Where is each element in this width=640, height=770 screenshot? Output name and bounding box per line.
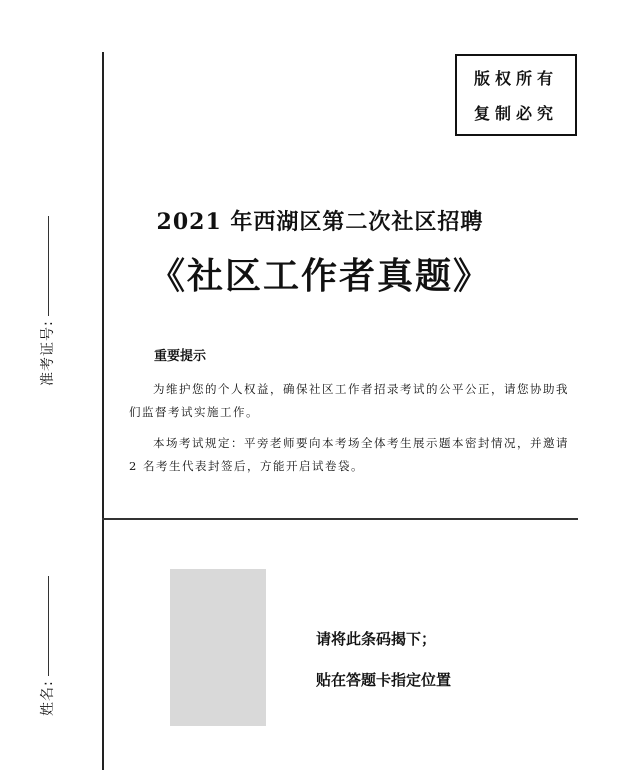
notice-paragraph-1: 为维护您的个人权益，确保社区工作者招录考试的公平公正，请您协助我们监督考试实施工作。: [129, 382, 569, 419]
barcode-placeholder: [170, 569, 266, 726]
name-field: [38, 556, 58, 716]
copyright-line-2: 复制必究: [473, 104, 558, 123]
barcode-instruction-2: 贴在答题卡指定位置: [316, 671, 452, 689]
section-divider: [102, 518, 578, 520]
exam-number-label: 准考证号:: [40, 320, 56, 386]
name-label: 姓名:: [40, 680, 56, 716]
copyright-line-1: 版权所有: [473, 69, 558, 88]
name-blank: [48, 576, 49, 676]
exam-subtitle: 2021 年西湖区第二次社区招聘: [156, 209, 484, 235]
barcode-instruction-1: 请将此条码揭下；: [316, 630, 437, 648]
copyright-stamp: [455, 54, 577, 136]
exam-title: 《社区工作者真题》: [148, 256, 491, 297]
notice-heading: 重要提示: [154, 349, 207, 364]
notice-paragraph-2: 本场考试规定：平旁老师要向本考场全体考生展示题本密封情况，并邀请 2 名考生代表封签后，方能开启试卷袋。: [129, 436, 569, 473]
binding-line: [102, 52, 104, 770]
